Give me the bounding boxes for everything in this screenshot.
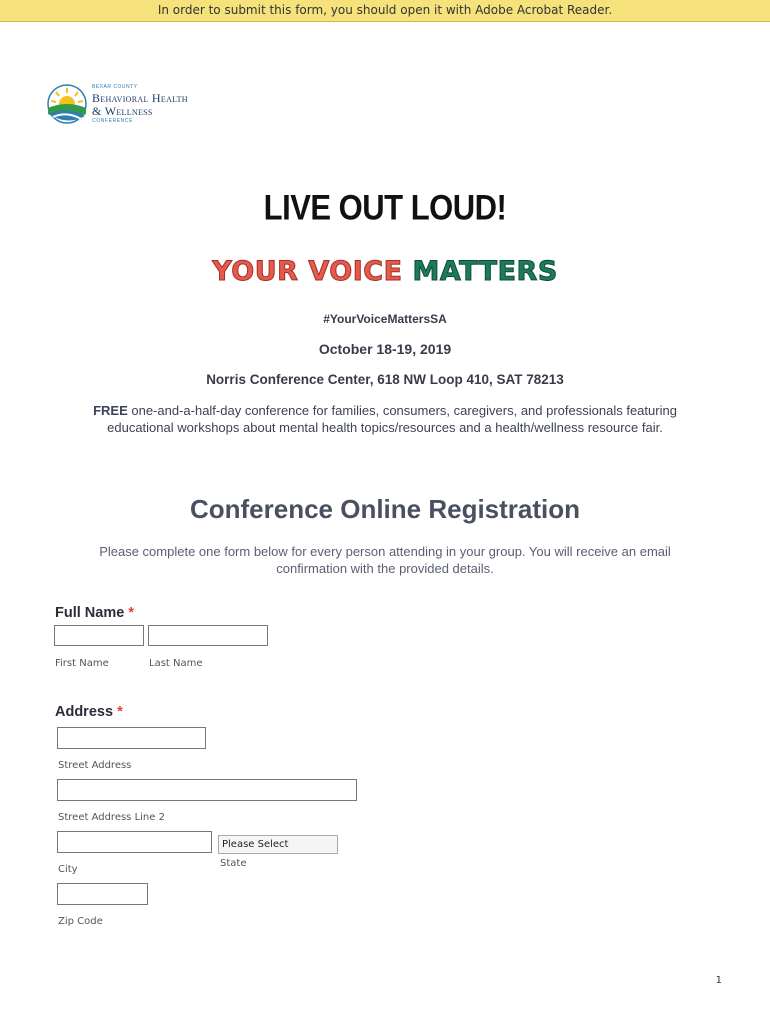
event-description <box>0 402 770 436</box>
city-caption: City <box>58 864 78 875</box>
first-name-caption: First Name <box>55 658 109 669</box>
conference-logo <box>45 84 225 126</box>
tagline-part2: MATTERS <box>412 256 558 287</box>
description-text: one-and-a-half-day conference for families, consumers, caregivers, and professionals featuring educational workshops about mental health topics/resources and a health/wellness resource fair. <box>107 403 677 435</box>
free-label: FREE <box>93 403 128 418</box>
street-address-caption: Street Address <box>58 760 132 771</box>
tagline-part1: YOUR VOICE <box>212 256 403 287</box>
required-marker: * <box>128 605 134 621</box>
last-name-input[interactable] <box>148 625 268 646</box>
last-name-caption: Last Name <box>149 658 203 669</box>
acrobat-notice-banner: In order to submit this form, you should open it with Adobe Acrobat Reader. <box>0 0 770 22</box>
first-name-input[interactable] <box>54 625 144 646</box>
street-address-line2-caption: Street Address Line 2 <box>58 812 165 823</box>
logo-title-line2: & Wellness <box>92 104 153 118</box>
state-caption: State <box>220 858 247 869</box>
logo-conference-text: CONFERENCE <box>92 118 134 124</box>
state-select[interactable]: Please Select <box>218 835 338 854</box>
logo-county-text: BEXAR COUNTY <box>92 84 138 90</box>
full-name-label-text: Full Name <box>55 605 125 621</box>
street-address-input[interactable] <box>57 727 206 749</box>
address-label <box>55 704 123 720</box>
page-number: 1 <box>715 975 722 986</box>
logo-title-line1: Behavioral Health <box>92 91 188 105</box>
headline: LIVE OUT LOUD! <box>263 187 507 228</box>
form-title: Conference Online Registration <box>189 494 581 524</box>
full-name-label <box>55 605 134 621</box>
zip-code-input[interactable] <box>57 883 148 905</box>
form-intro: Please complete one form below for every person attending in your group. You will receive an email confirmation with the provided details. <box>99 544 671 576</box>
hashtag: #YourVoiceMattersSA <box>323 312 447 326</box>
required-marker: * <box>117 704 123 720</box>
street-address-line2-input[interactable] <box>57 779 357 801</box>
tagline <box>0 256 770 287</box>
zip-code-caption: Zip Code <box>58 916 103 927</box>
event-date: October 18-19, 2019 <box>318 341 452 357</box>
city-input[interactable] <box>57 831 212 853</box>
event-venue: Norris Conference Center, 618 NW Loop 410, SAT 78213 <box>206 372 564 387</box>
sun-landscape-icon <box>45 84 89 126</box>
address-label-text: Address <box>55 704 114 720</box>
